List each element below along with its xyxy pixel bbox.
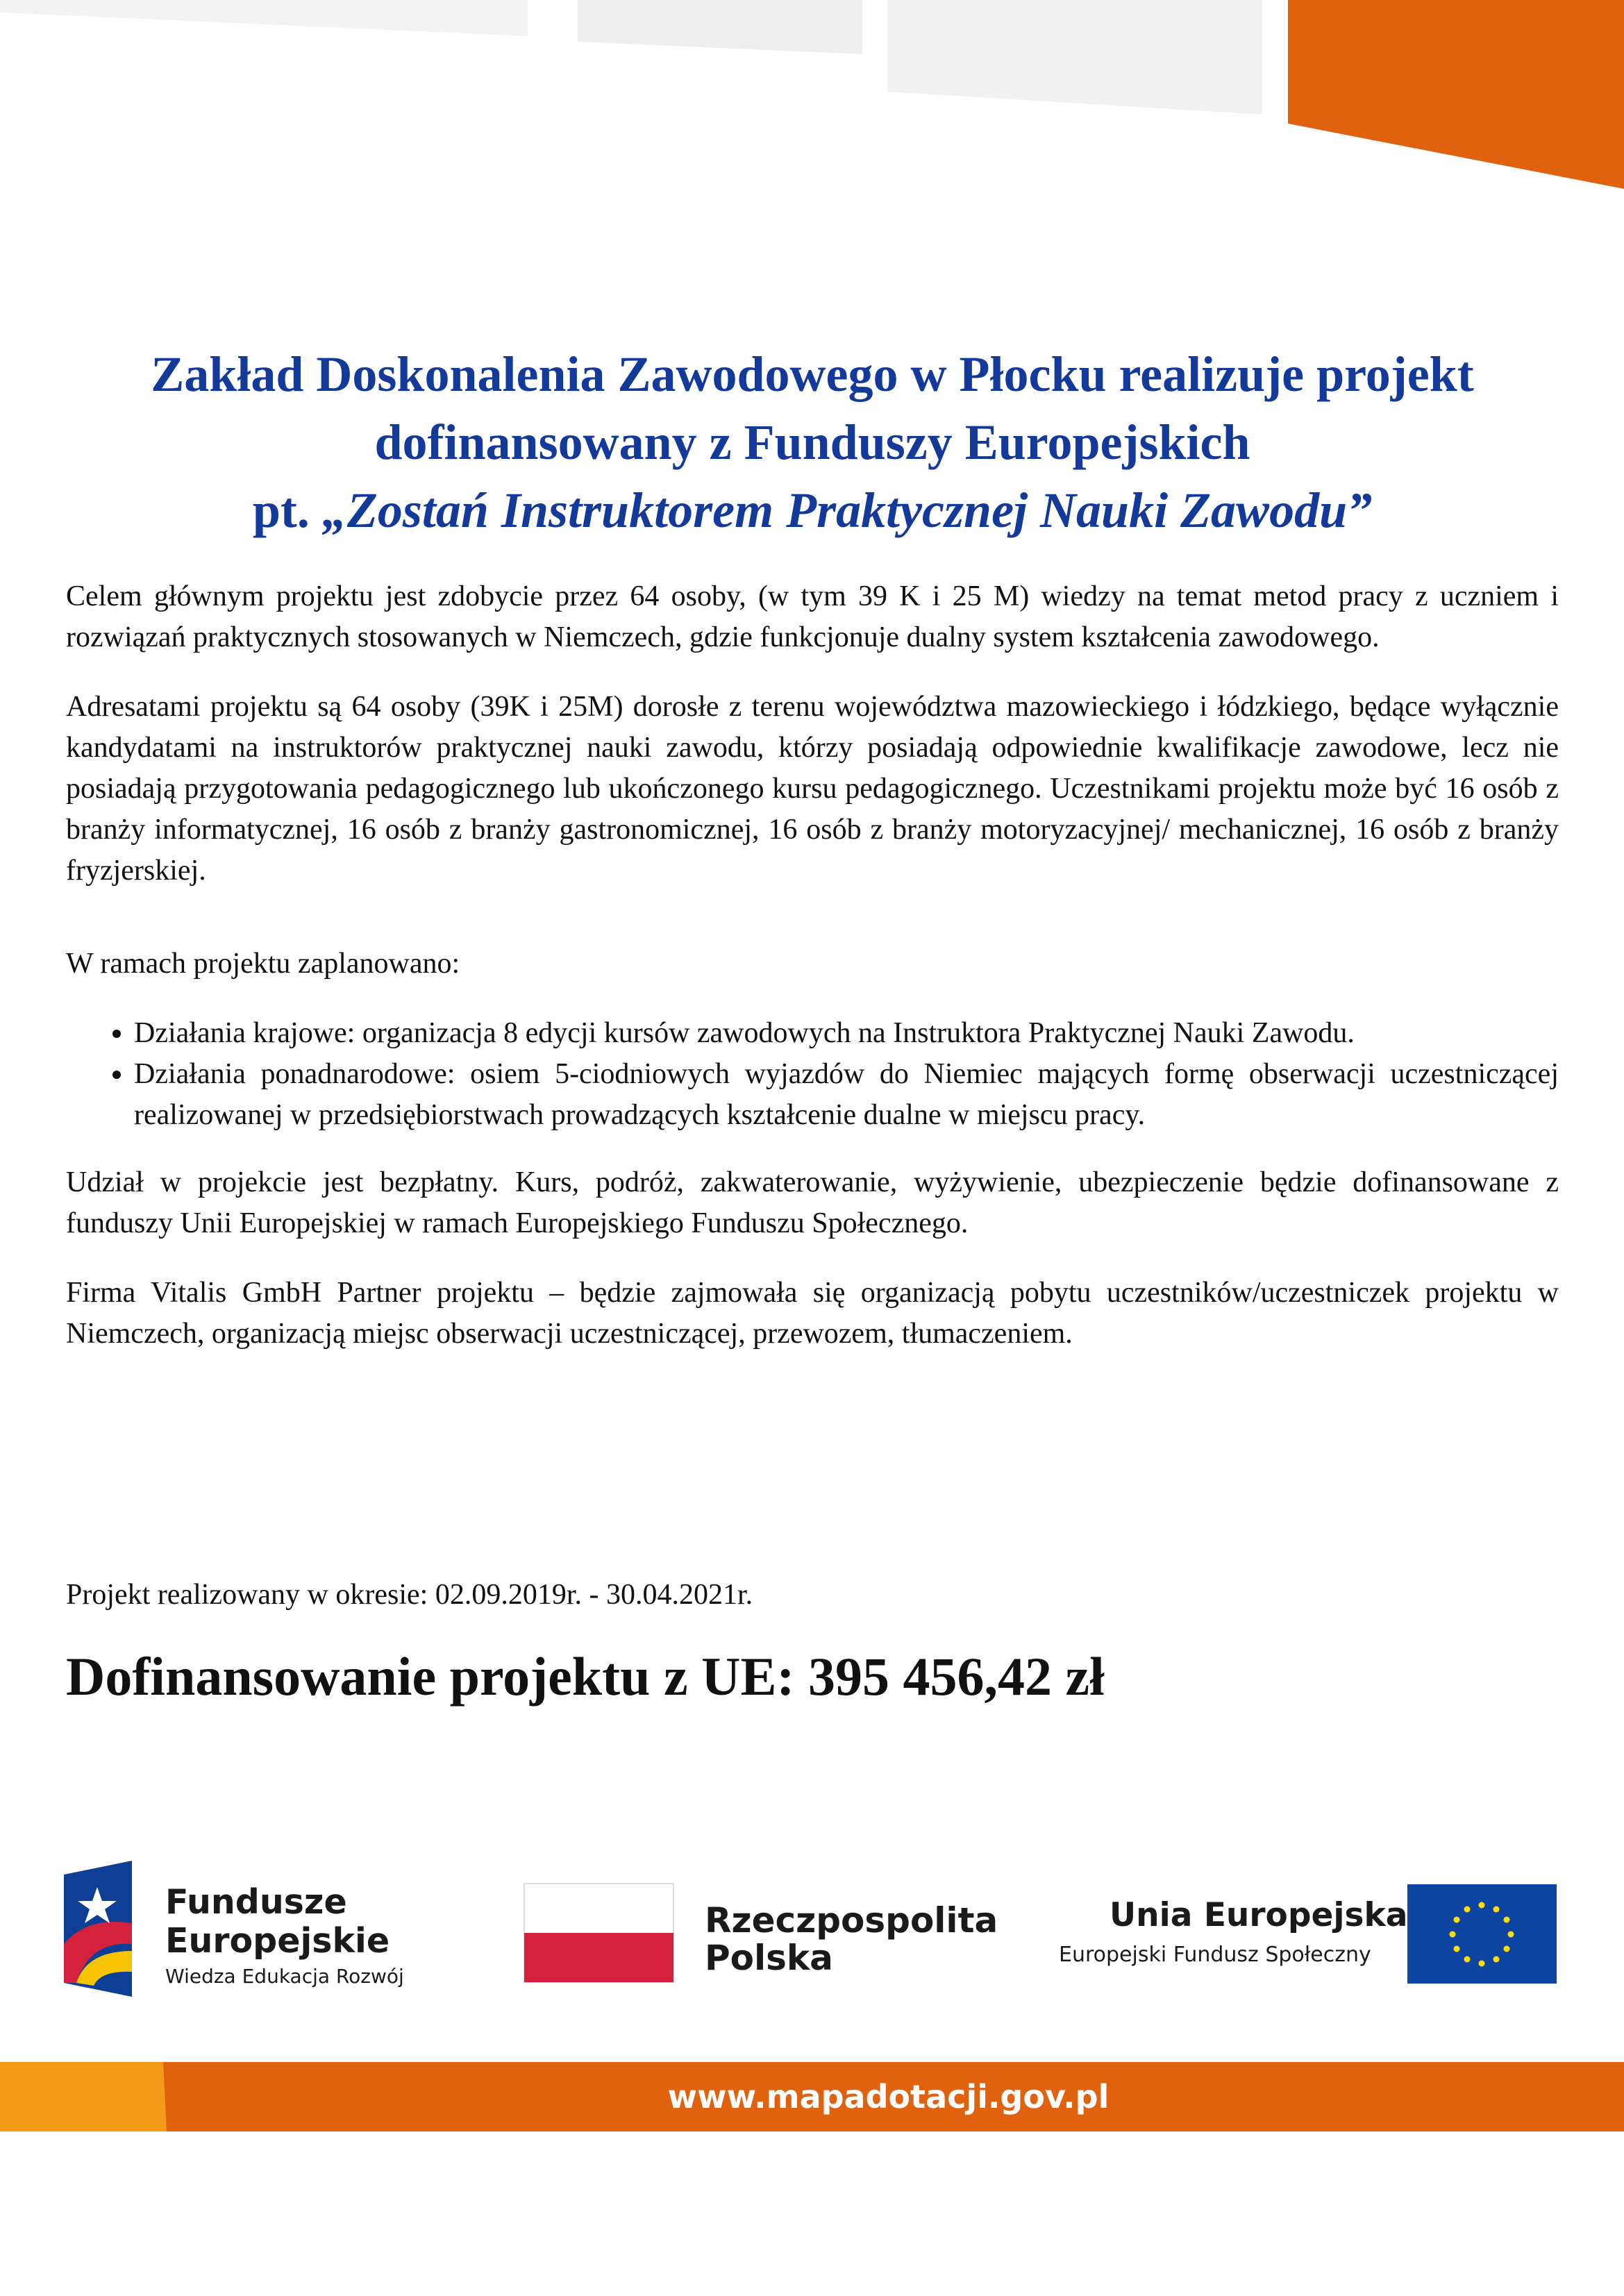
fe-logo-line-2: Europejskie	[165, 1921, 390, 1961]
footer-url: www.mapadotacji.gov.pl	[667, 2078, 1110, 2115]
polish-flag-icon	[524, 1884, 673, 1982]
list-item: • Działania ponadnarodowe: osiem 5-ciodniowych wyjazdów do Niemiec mających formę obserwacji uczestniczącej realizowanej w przedsiębiorstwach prowadzących kształcenie dualne w miejscu pracy.	[134, 1054, 1559, 1136]
title-prefix: pt.	[252, 483, 322, 538]
goal-paragraph: Celem głównym projektu jest zdobycie przez 64 osoby, (w tym 39 K i 25 M) wiedzy na temat metod pracy z uczniem i rozwiązań praktycznych stosowanych w Niemczech, gdzie funkcjonuje dualny system kształcenia zawodowego.	[66, 580, 1559, 653]
planned-intro: W ramach projektu zaplanowano:	[66, 948, 460, 980]
ue-logo-line-2: Europejski Fundusz Społeczny	[1059, 1943, 1371, 1967]
ue-logo-line-1: Unia Europejska	[1110, 1896, 1408, 1934]
list-item: • Działania krajowe: organizacja 8 edycji kursów zawodowych na Instruktora Praktycznej Nauki Zawodu.	[134, 1013, 1559, 1054]
eu-flag-icon	[1407, 1884, 1557, 1984]
title-line-3	[66, 476, 1559, 544]
banner-grey-block-2	[578, 0, 862, 54]
rp-logo-line-1: Rzeczpospolita	[705, 1900, 998, 1941]
banner-grey-block-3	[887, 0, 1262, 115]
page-title	[66, 340, 1559, 544]
title-line-2: dofinansowany z Funduszy Europejskich	[374, 414, 1250, 470]
fundusze-europejskie-logo-icon	[64, 1861, 132, 1997]
recipients-paragraph: Adresatami projektu są 64 osoby (39K i 25M) dorosłe z terenu województwa mazowieckiego i łódzkiego, będące wyłącznie kandydatami na instruktorów praktycznej nauki zawodu, którzy posiadają odpowiednie kwalifikacje zawodowe, lecz nie posiadają przygotowania pedagogicznego lub ukończonego kursu pedagogicznego. Uczestnikami projektu może być 16 osób z branży informatycznej, 16 osób z branży gastronomicznej, 16 osób z branży motoryzacyjnej/ mechanicznej, 16 osób z branży fryzjerskiej.	[66, 691, 1559, 887]
title-line-1: Zakład Doskonalenia Zawodowego w Płocku realizuje projekt	[151, 346, 1474, 402]
free-participation-paragraph: Udział w projekcie jest bezpłatny. Kurs, podróż, zakwaterowanie, wyżywienie, ubezpieczenie będzie dofinansowane z funduszy Unii Europejskiej w ramach Europejskiego Funduszu Społecznego.	[66, 1166, 1559, 1239]
planned-activities-list	[66, 1013, 1559, 1136]
banner-grey-block-1	[0, 0, 528, 36]
project-name: „Zostań Instruktorem Praktycznej Nauki Zawodu”	[321, 483, 1373, 538]
fe-logo-tagline: Wiedza Edukacja Rozwój	[165, 1965, 404, 1988]
fe-logo-line-1: Fundusze	[165, 1882, 347, 1922]
project-period: Projekt realizowany w okresie: 02.09.2019r. - 30.04.2021r.	[66, 1579, 753, 1611]
funding-amount: Dofinansowanie projektu z UE: 395 456,42 zł	[66, 1646, 1105, 1707]
banner-orange-block	[1288, 0, 1624, 189]
top-banner	[0, 0, 1624, 194]
partner-paragraph: Firma Vitalis GmbH Partner projektu – będzie zajmowała się organizacją pobytu uczestników/uczestniczek projektu w Niemczech, organizacją miejsc obserwacji uczestniczącej, przewozem, tłumaczeniem.	[66, 1277, 1559, 1350]
rp-logo-line-2: Polska	[705, 1938, 833, 1978]
document-body	[66, 576, 1559, 1383]
